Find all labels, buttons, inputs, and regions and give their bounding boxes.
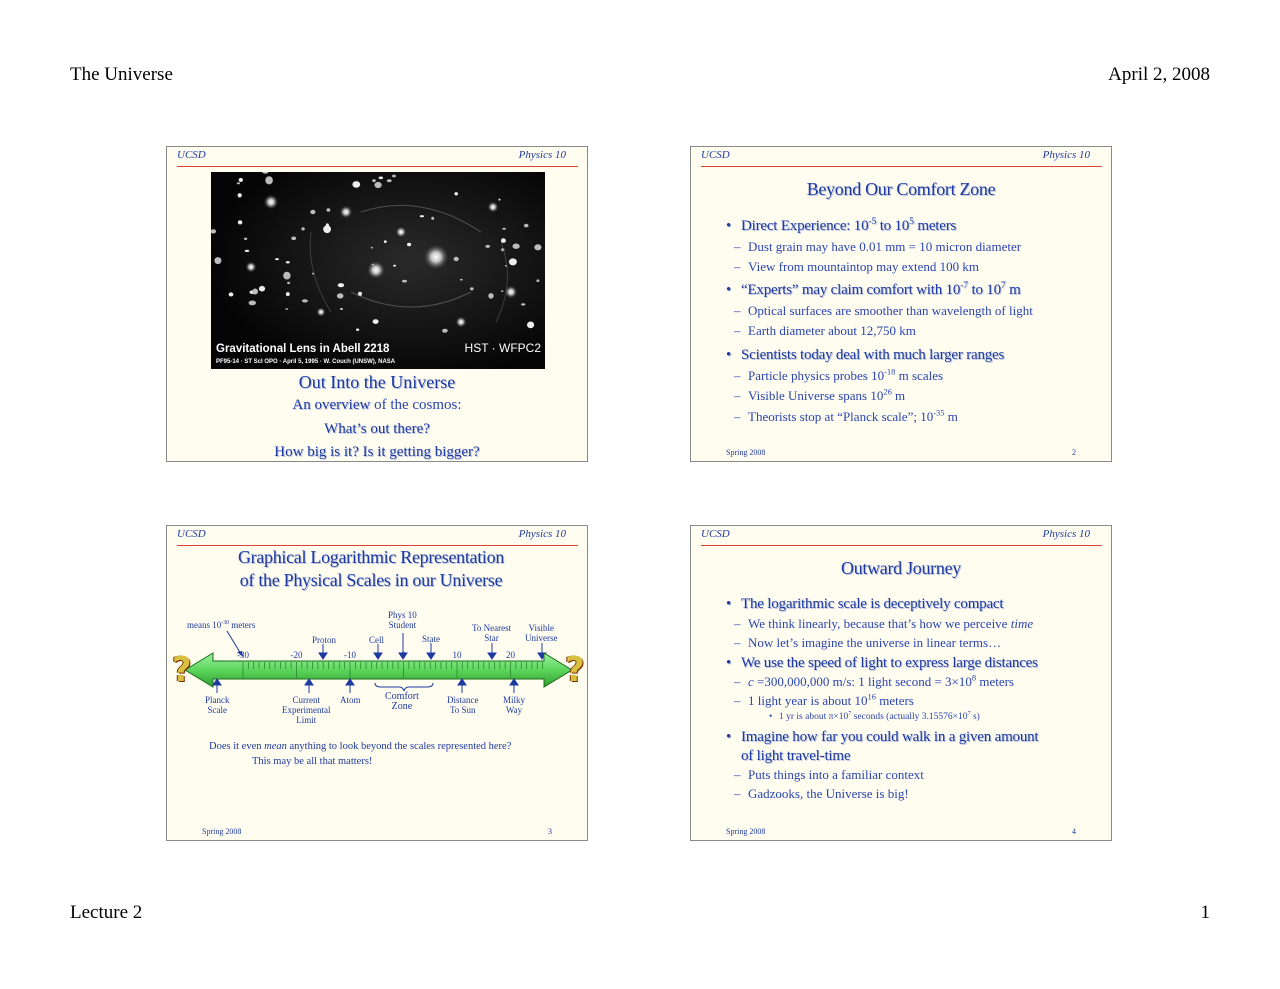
galaxy (214, 257, 221, 264)
gravitational-lens-photo (211, 172, 545, 369)
slide-institution: UCSD (177, 528, 206, 540)
slide-footer: Spring 2008 (726, 827, 766, 836)
galaxy (352, 181, 360, 188)
galaxy (249, 301, 256, 306)
galaxy (301, 227, 304, 230)
galaxy (501, 238, 506, 243)
sub-bullet-linear-terms: – Now let’s imagine the universe in linear terms… (734, 635, 1002, 650)
subtitle-overview: An overview (292, 397, 371, 413)
galaxy (239, 178, 243, 182)
slide-4 (690, 525, 1112, 841)
galaxy (259, 286, 265, 292)
milky-way-arrow (510, 679, 518, 685)
galaxy (245, 250, 249, 252)
galaxy (470, 287, 474, 290)
slide-title: Outward Journey (841, 558, 961, 578)
galaxy (422, 243, 450, 271)
galaxy (238, 220, 243, 224)
galaxy (502, 228, 505, 230)
sub-sub-bullet-year-seconds: • 1 yr is about $\pi\times 10^7$ seconds (actually $3.15576\times 10^7$ s) (769, 710, 980, 722)
note-matters: This may be all that matters! (252, 756, 373, 767)
galaxy (455, 316, 467, 328)
label-phys10-student: Phys 10 Student (388, 610, 417, 630)
galaxy (485, 245, 490, 248)
slide-header-rule (701, 166, 1102, 167)
subtitle-line-3: How big is it? Is it getting bigger? (274, 444, 480, 460)
page-header-date: April 2, 2008 (1108, 64, 1210, 85)
slide-course: Physics 10 (1042, 528, 1090, 540)
galaxy (536, 279, 539, 282)
galaxy (302, 299, 308, 302)
galaxy (499, 199, 501, 201)
slide-title: Out Into the Universe (298, 372, 456, 392)
tick-label: 20 (506, 650, 515, 660)
tick-label: 10 (452, 650, 462, 660)
star-arrow (488, 653, 496, 659)
sub-bullet-light-second: – c =300,000,000 m/s: 1 light second = $3\times 10^8$ meters (734, 672, 1014, 689)
galaxy (286, 261, 290, 263)
atom-arrow (346, 679, 354, 685)
galaxy (275, 258, 279, 260)
galaxy (460, 279, 463, 281)
galaxy (395, 226, 407, 238)
sub-bullet-particle: – Particle physics probes $10^{-18}$ m scales (734, 366, 944, 383)
label-milky-way: Milky Way (503, 695, 526, 715)
galaxy (372, 179, 376, 182)
galaxy (263, 194, 279, 210)
page-number: 1 (1200, 902, 1210, 923)
sub-bullet-planck: – Theorists stop at “Planck scale”; $10^{-35}$ m (734, 407, 958, 424)
bullet-experts: • “Experts” may claim comfort with $10^{-7}$ to $10^7$ m (726, 280, 1021, 298)
planck-arrow (213, 679, 221, 685)
galaxy (285, 308, 288, 310)
galaxy (402, 280, 407, 283)
limit-arrow (305, 679, 313, 685)
slide-title-line-2: of the Physical Scales in our Universe (239, 570, 503, 590)
comfort-zone-brace (375, 683, 433, 691)
label-comfort-zone: Comfort Zone (385, 691, 419, 712)
sub-bullet-earth: – Earth diameter about 12,750 km (734, 323, 916, 338)
galaxy (356, 329, 359, 331)
galaxy (338, 283, 344, 287)
galaxy (501, 290, 503, 292)
bullet-log-compact: • The logarithmic scale is deceptively compact (726, 596, 1004, 612)
slide-institution: UCSD (701, 528, 730, 540)
galaxy (521, 303, 525, 305)
galaxy (327, 208, 331, 212)
label-visible-universe: Visible Universe (525, 623, 558, 643)
galaxy (387, 179, 392, 182)
bullet-direct-experience: • Direct Experience: $10^{-5}$ to $10^5$ meters (726, 216, 957, 234)
galaxy (287, 282, 290, 284)
slide-number: 4 (1072, 827, 1076, 836)
galaxy (339, 205, 353, 219)
label-cell: Cell (369, 635, 384, 645)
galaxy (454, 192, 458, 195)
slide-footer: Spring 2008 (202, 827, 242, 836)
galaxy (237, 182, 240, 184)
slide-course: Physics 10 (518, 528, 566, 540)
note-meaning: Does it even mean anything to look beyond the scales represented here? (209, 741, 512, 752)
sub-bullet-gadzooks: – Gadzooks, the Universe is big! (734, 786, 909, 801)
cell-arrow (374, 653, 382, 659)
slide-header-rule (701, 545, 1102, 546)
slide-number: 3 (548, 827, 552, 836)
slide-3 (166, 525, 588, 841)
slide-title: Beyond Our Comfort Zone (806, 179, 996, 199)
galaxy (375, 182, 382, 188)
label-atom: Atom (340, 695, 361, 705)
label-distance-sun: Distance To Sun (447, 695, 479, 715)
question-mark-right: ? (565, 650, 585, 690)
galaxy (366, 260, 386, 280)
slide-2 (690, 146, 1112, 462)
slide-1 (166, 146, 588, 462)
galaxy (534, 244, 541, 250)
tick-label: -10 (344, 650, 356, 660)
galaxy (372, 264, 375, 266)
question-mark-left: ? (172, 650, 192, 690)
tick-label: -20 (290, 650, 303, 660)
galaxy (487, 201, 499, 213)
page-footer-lecture: Lecture 2 (70, 902, 143, 923)
galaxy (371, 247, 373, 249)
label-nearest-star: To Nearest Star (472, 623, 512, 643)
galaxy (454, 257, 459, 261)
sub-bullet-think-linearly: – We think linearly, because that’s how we perceive time (734, 616, 1034, 631)
sub-bullet-light-year: – 1 light year is about $10^{16}$ meters (734, 691, 914, 708)
galaxy (442, 329, 448, 333)
sub-bullet-visible-universe: – Visible Universe spans $10^{26}$ m (734, 386, 906, 403)
bullet-imagine-walk: • Imagine how far you could walk in a given amount of light travel-time (726, 729, 1039, 764)
galaxy (283, 272, 290, 280)
subtitle-line-1 (167, 397, 587, 414)
proton-arrow (319, 653, 327, 659)
label-means-meters: means $10^{-30}$ meters (187, 620, 256, 630)
sub-bullet-optical: – Optical surfaces are smoother than wavelength of light (734, 303, 1033, 318)
galaxy (337, 293, 344, 298)
galaxy (340, 308, 343, 310)
bullet-speed-of-light: • We use the speed of light to express large distances (726, 655, 1038, 671)
tick-label: -30 (237, 650, 249, 660)
slide-institution: UCSD (177, 149, 206, 161)
label-state: State (422, 634, 440, 644)
bullet-scientists: • Scientists today deal with much larger ranges (726, 347, 1005, 363)
galaxy (509, 258, 517, 265)
subtitle-line-2: What’s out there? (324, 421, 430, 437)
sun-arrow (458, 679, 466, 685)
slide-header-rule (177, 166, 578, 167)
galaxy (513, 244, 520, 249)
galaxy (527, 322, 534, 329)
galaxy (286, 292, 290, 296)
sub-bullet-familiar-context: – Puts things into a familiar context (734, 767, 924, 782)
galaxy (392, 175, 396, 178)
galaxy (310, 210, 315, 214)
galaxy (238, 193, 242, 197)
galaxy (252, 289, 258, 295)
galaxy (431, 217, 434, 220)
tick-label: 0 (401, 650, 406, 660)
subtitle-cosmos: of the cosmos: (370, 397, 462, 413)
galaxy (420, 215, 424, 217)
galaxy (488, 293, 493, 299)
galaxy (244, 238, 247, 240)
galaxy (373, 319, 379, 324)
galaxy (291, 237, 296, 241)
galaxy (524, 224, 529, 228)
state-arrow (427, 653, 435, 659)
label-experimental-limit: Current Experimental Limit (282, 695, 331, 725)
image-caption-credit: PF95-14 · ST ScI OPO · April 5, 1995 · W. Couch (UNSW), NASA (216, 359, 396, 365)
image-caption-instrument: HST · WFPC2 (464, 341, 541, 355)
sub-bullet-dust-grain: – Dust grain may have 0.01 mm = 10 micron diameter (734, 239, 1022, 254)
galaxy-cluster-image (211, 172, 545, 369)
slide-footer: Spring 2008 (726, 448, 766, 457)
page-header-title: The Universe (70, 64, 173, 85)
galaxy (265, 176, 273, 184)
label-proton: Proton (312, 635, 337, 645)
galaxy (229, 292, 234, 296)
galaxy (323, 225, 331, 233)
sub-bullet-mountaintop: – View from mountaintop may extend 100 km (734, 259, 980, 274)
slide-header-rule (177, 545, 578, 546)
galaxy (379, 177, 383, 180)
log-scale-diagram (167, 621, 588, 701)
galaxy (407, 243, 411, 247)
label-planck-scale: Planck Scale (205, 695, 230, 715)
slide-course: Physics 10 (1042, 149, 1090, 161)
galaxy (316, 307, 326, 317)
slide-course: Physics 10 (518, 149, 566, 161)
slide-institution: UCSD (701, 149, 730, 161)
image-caption-title: Gravitational Lens in Abell 2218 (216, 343, 390, 355)
galaxy (245, 261, 257, 273)
galaxy (384, 240, 387, 243)
slide-number: 2 (1072, 448, 1076, 457)
slide-title-line-1: Graphical Logarithmic Representation (237, 547, 505, 567)
galaxy (393, 265, 396, 267)
